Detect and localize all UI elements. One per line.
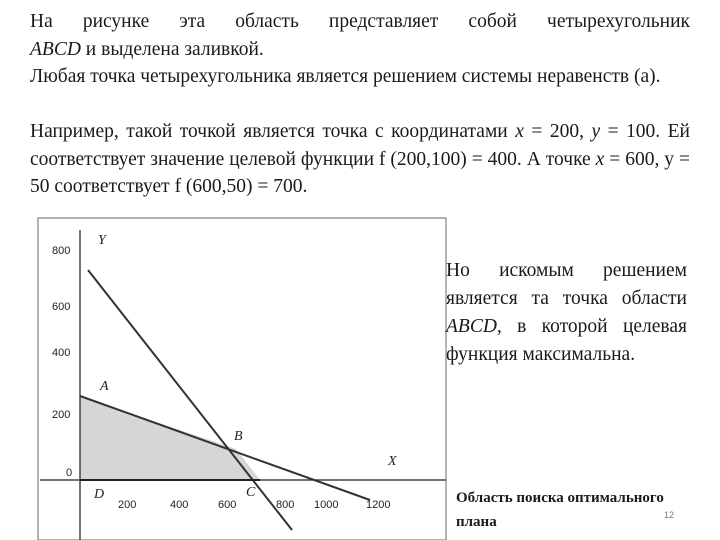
y-axis-label: Y [98, 233, 106, 248]
x-tick-1200: 1200 [366, 499, 391, 511]
intro-line-1: На рисунке эта область представляет собой четырехугольник [30, 11, 690, 32]
page-number: 12 [664, 510, 675, 520]
x-tick-400: 400 [170, 499, 189, 511]
point-d-label: D [94, 487, 105, 502]
figure-caption: Область поиска оптимального плана [456, 490, 664, 530]
abcd-label: ABCD [30, 38, 81, 60]
y-tick-0: 0 [66, 467, 73, 479]
y-tick-600: 600 [52, 301, 71, 313]
x-tick-800: 800 [276, 499, 295, 511]
abcd-ref: ABCD, [446, 316, 502, 337]
var-y: y [591, 121, 601, 142]
point-b-label: B [234, 429, 243, 444]
example-text-c: = 100. Ей соответствует значение целевой функции f (200,100) = 400. А точке [30, 121, 690, 170]
example-text-d: = 600, у = 50 соответствует f (600,50) = 700. [30, 148, 690, 197]
conclusion-text-b: в которой целевая функция максимальна. [446, 316, 687, 365]
y-tick-400: 400 [52, 347, 71, 359]
x-tick-1000: 1000 [314, 499, 339, 511]
conclusion-paragraph [446, 257, 687, 369]
conclusion-text-a: Но искомым решением является та точка области [446, 260, 687, 309]
y-tick-800: 800 [52, 245, 71, 257]
point-a-label: A [100, 379, 109, 394]
x-tick-600: 600 [218, 499, 237, 511]
y-tick-200: 200 [52, 409, 71, 421]
point-c-label: C [246, 485, 256, 500]
example-text-a: Например, такой точкой является точка с координатами [30, 121, 516, 142]
intro-line-2-rest: и выделена заливкой. [80, 38, 264, 60]
solution-paragraph: Любая точка четырехугольника является решением системы неравенств (а). [30, 66, 661, 87]
var-x: x [515, 121, 524, 142]
x-tick-200: 200 [118, 499, 137, 511]
x-axis-label: X [388, 454, 397, 469]
example-text-b: = 200, [523, 121, 584, 142]
var-x2: x [595, 148, 605, 170]
